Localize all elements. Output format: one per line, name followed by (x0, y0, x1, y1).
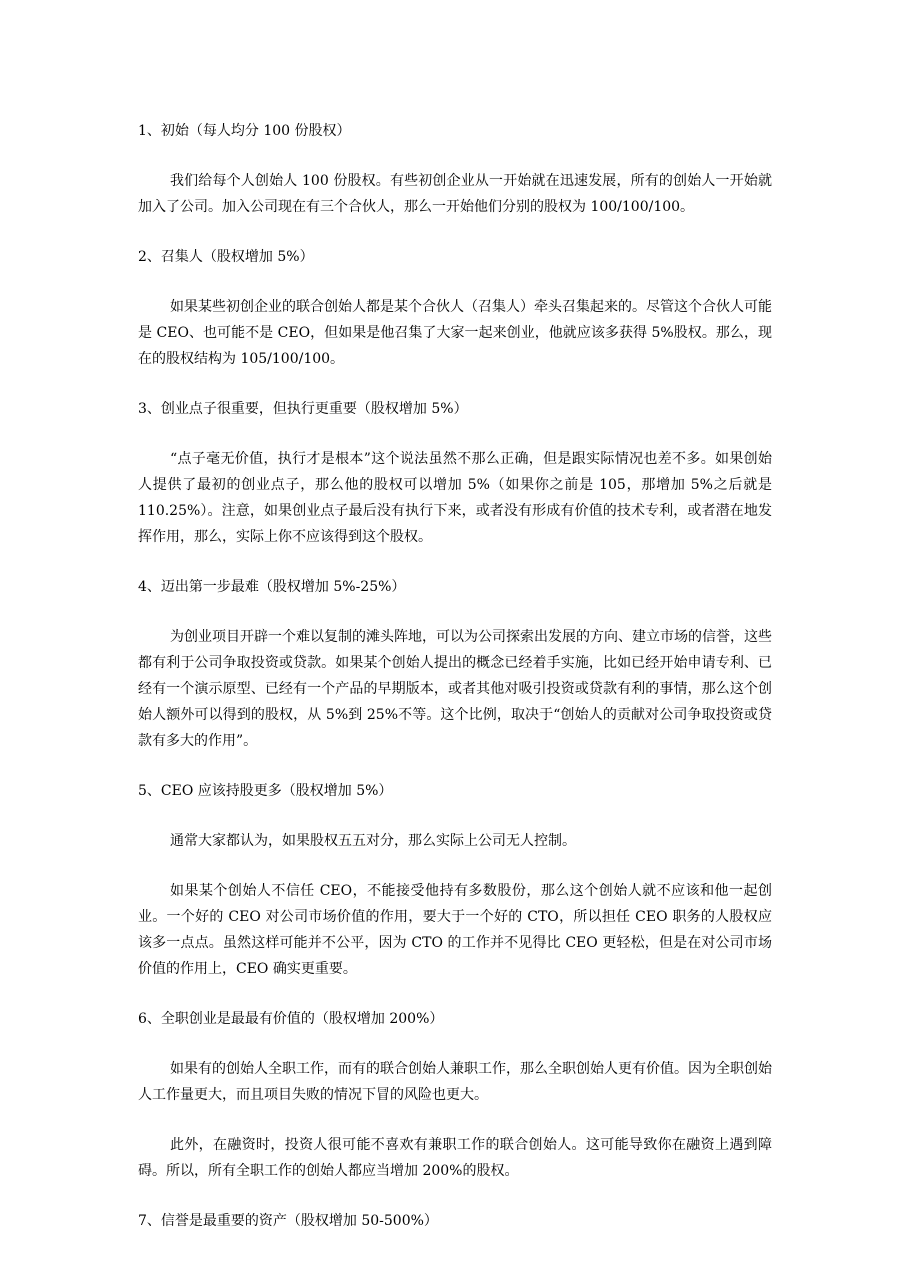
section-heading-3: 3、创业点子很重要，但执行更重要（股权增加 5%） (138, 401, 468, 417)
section-3-paragraph-1: “点子毫无价值，执行才是根本”这个说法虽然不那么正确，但是跟实际情况也差不多。如果创始人提供了最初的创业点子，那么他的股权可以增加 5%（如果你之前是 105，那增加 5%之后就是 110.25%）。注意，如果创业点子最后没有执行下来，或者没有形成有价值的技术专利，或者潜在地发挥作用，那么，实际上你不应该得到这个股权。 (138, 451, 772, 545)
section-heading-4: 4、迈出第一步最难（股权增加 5%-25%） (138, 579, 406, 595)
section-6-paragraph-1: 如果有的创始人全职工作，而有的联合创始人兼职工作，那么全职创始人更有价值。因为全职创始人工作量更大，而且项目失败的情况下冒的风险也更大。 (138, 1061, 772, 1103)
section-2-paragraph-1: 如果某些初创企业的联合创始人都是某个合伙人（召集人）牵头召集起来的。尽管这个合伙人可能是 CEO、也可能不是 CEO，但如果是他召集了大家一起来创业，他就应该多获得 5%股权。那么，现在的股权结构为 105/100/100。 (138, 299, 772, 367)
section-5-paragraph-2: 如果某个创始人不信任 CEO，不能接受他持有多数股份，那么这个创始人就不应该和他一起创业。一个好的 CEO 对公司市场价值的作用，要大于一个好的 CTO，所以担任 CEO 职务的人股权应该多一点点。虽然这样可能并不公平，因为 CTO 的工作并不见得比 CEO 更轻松，但是在对公司市场价值的作用上，CEO 确实更重要。 (138, 883, 772, 977)
section-4-paragraph-1: 为创业项目开辟一个难以复制的滩头阵地，可以为公司探索出发展的方向、建立市场的信誉，这些都有利于公司争取投资或贷款。如果某个创始人提出的概念已经着手实施，比如已经开始申请专利、已经有一个演示原型、已经有一个产品的早期版本，或者其他对吸引投资或贷款有利的事情，那么这个创始人额外可以得到的股权，从 5%到 25%不等。这个比例，取决于“创始人的贡献对公司争取投资或贷款有多大的作用”。 (138, 629, 772, 749)
section-heading-7: 7、信誉是最重要的资产（股权增加 50-500%） (138, 1213, 438, 1229)
section-5-paragraph-1: 通常大家都认为，如果股权五五对分，那么实际上公司无人控制。 (170, 833, 576, 849)
section-heading-1: 1、初始（每人均分 100 份股权） (138, 123, 351, 139)
section-heading-2: 2、召集人（股权增加 5%） (138, 249, 314, 265)
document-body (138, 118, 772, 1258)
section-6-paragraph-2: 此外，在融资时，投资人很可能不喜欢有兼职工作的联合创始人。这可能导致你在融资上遇到障碍。所以，所有全职工作的创始人都应当增加 200%的股权。 (138, 1137, 772, 1179)
section-heading-6: 6、全职创业是最最有价值的（股权增加 200%） (138, 1011, 444, 1027)
section-heading-5: 5、CEO 应该持股更多（股权增加 5%） (138, 783, 393, 799)
section-1-paragraph-1: 我们给每个人创始人 100 份股权。有些初创企业从一开始就在迅速发展，所有的创始人一开始就加入了公司。加入公司现在有三个合伙人，那么一开始他们分别的股权为 100/100/100。 (138, 173, 772, 215)
